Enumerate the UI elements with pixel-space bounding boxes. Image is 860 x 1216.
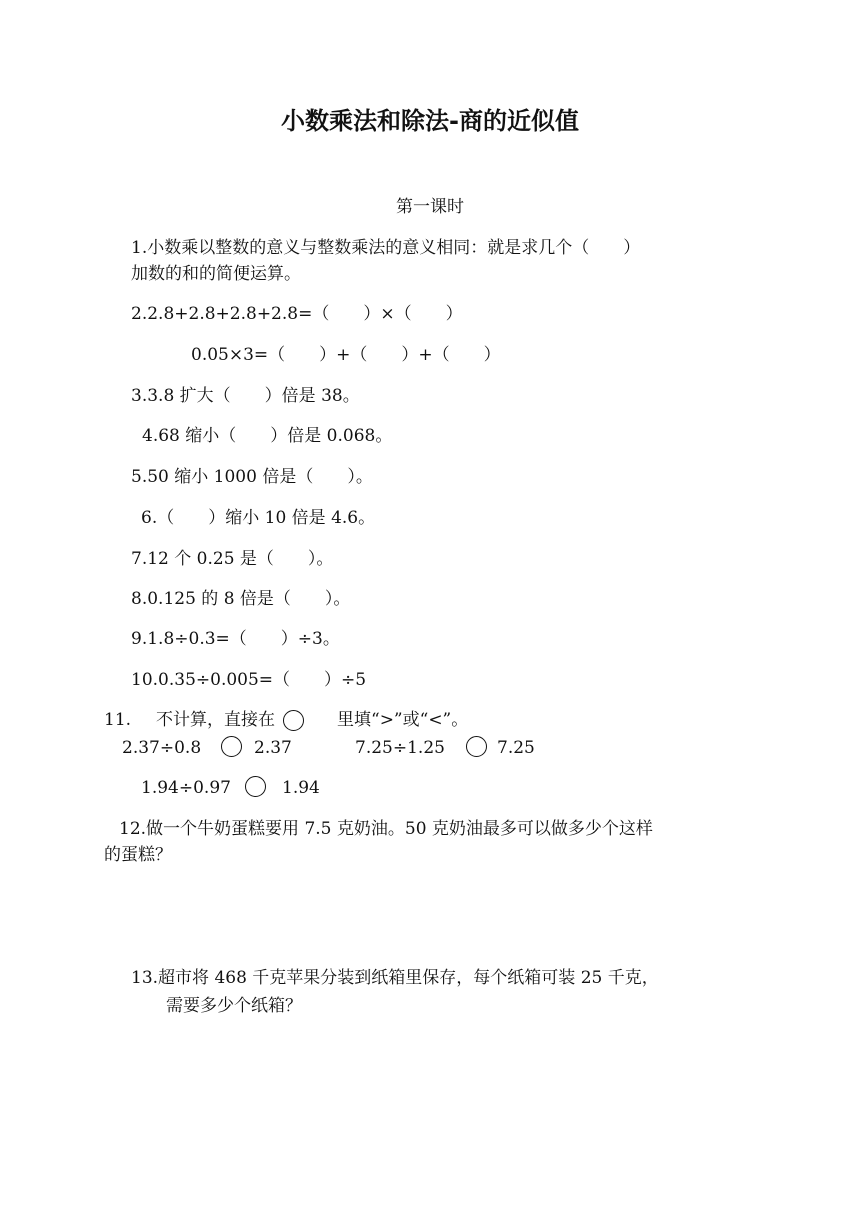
question-5: 5.50 缩小 1000 倍是（ ）。 bbox=[131, 467, 373, 487]
question-4: 4.68 缩小（ ）倍是 0.068。 bbox=[142, 426, 393, 446]
compare-3-right: 1.94 bbox=[282, 778, 320, 798]
question-11-text-before: 不计算，直接在 bbox=[156, 710, 275, 730]
question-1-line-2: 加数的和的简便运算。 bbox=[131, 264, 301, 284]
answer-circle-instruction bbox=[283, 710, 304, 731]
question-11-number: 11. bbox=[104, 710, 132, 730]
question-8: 8.0.125 的 8 倍是（ ）。 bbox=[131, 589, 351, 609]
question-2-line-2: 0.05×3=（ ）+（ ）+（ ） bbox=[191, 345, 501, 365]
compare-1-answer-circle[interactable] bbox=[221, 736, 242, 757]
question-1-line-1: 1.小数乘以整数的意义与整数乘法的意义相同：就是求几个（ ） bbox=[131, 238, 641, 258]
compare-3-answer-circle[interactable] bbox=[245, 776, 266, 797]
question-13-line-2: 需要多少个纸箱？ bbox=[166, 996, 302, 1016]
page-title: 小数乘法和除法-商的近似值 bbox=[281, 107, 579, 135]
question-11-text-after: 里填“>”或“<”。 bbox=[337, 710, 469, 730]
question-12-line-2: 的蛋糕？ bbox=[104, 845, 172, 865]
compare-1-left: 2.37÷0.8 bbox=[122, 738, 202, 758]
question-6: 6.（ ）缩小 10 倍是 4.6。 bbox=[141, 508, 376, 528]
compare-1-right: 2.37 bbox=[254, 738, 292, 758]
question-13-line-1: 13.超市将 468 千克苹果分装到纸箱里保存，每个纸箱可装 25 千克， bbox=[131, 968, 659, 988]
question-10: 10.0.35÷0.005=（ ）÷5 bbox=[131, 670, 367, 690]
question-2-line-1: 2.2.8+2.8+2.8+2.8=（ ）×（ ） bbox=[131, 304, 463, 324]
question-9: 9.1.8÷0.3=（ ）÷3。 bbox=[131, 629, 340, 649]
lesson-subtitle: 第一课时 bbox=[396, 197, 464, 217]
question-3: 3.3.8 扩大（ ）倍是 38。 bbox=[131, 386, 360, 406]
question-12-line-1: 12.做一个牛奶蛋糕要用 7.5 克奶油。50 克奶油最多可以做多少个这样 bbox=[119, 819, 653, 839]
compare-2-right: 7.25 bbox=[497, 738, 535, 758]
compare-2-left: 7.25÷1.25 bbox=[355, 738, 445, 758]
compare-2-answer-circle[interactable] bbox=[466, 736, 487, 757]
compare-3-left: 1.94÷0.97 bbox=[141, 778, 231, 798]
question-7: 7.12 个 0.25 是（ ）。 bbox=[131, 549, 334, 569]
